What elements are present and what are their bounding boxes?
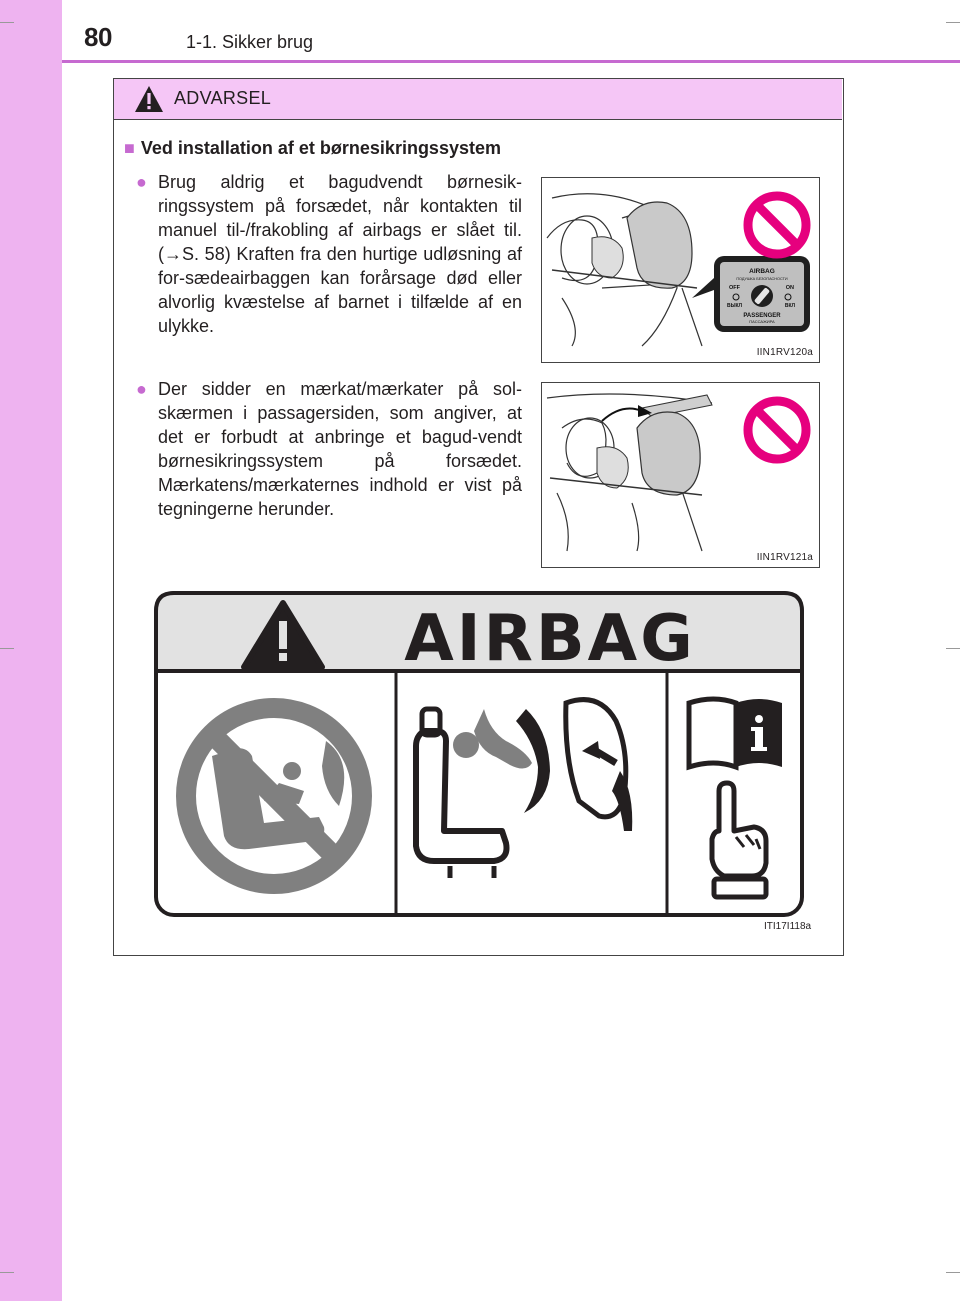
figure-code: IIN1RV121a <box>756 552 813 563</box>
crop-mark <box>0 648 14 649</box>
switch-off-ru-label: ВЫКЛ <box>727 303 743 309</box>
airbag-warning-label <box>154 591 806 919</box>
figure-passenger-airbag-switch <box>541 177 820 363</box>
switch-subtitle: ПОДУШКА БЕЗОПАСНОСТИ <box>736 277 788 281</box>
warning-subheading: ■ Ved installation af et børnesikringssystem <box>124 138 501 158</box>
bullet-item <box>136 170 522 338</box>
page-number: 80 <box>84 22 112 52</box>
crop-mark <box>0 1272 14 1273</box>
header-rule <box>62 60 960 63</box>
figure-code: ITI17I118a <box>764 921 812 932</box>
crop-mark <box>946 1272 960 1273</box>
prohibition-icon <box>742 395 812 465</box>
bullet-item <box>136 377 522 521</box>
warning-triangle-icon <box>134 85 164 113</box>
figure-sun-visor-label <box>541 382 820 568</box>
bullet-text: Der sidder en mærkat/mærkater på sol-skærmen i passagersiden, som angiver, at det er forbudt at anbringe et bagud-vendt børnesikringssystem på forsædet. Mærkatens/mærkaternes indhold er vist på tegningerne herunder. <box>158 379 522 519</box>
switch-passenger-ru-label: ПАССАЖИРА <box>749 319 775 324</box>
prohibition-icon <box>742 190 812 260</box>
warning-box <box>113 78 844 956</box>
section-title: 1-1. Sikker brug <box>186 32 314 52</box>
switch-off-label: OFF <box>729 285 740 291</box>
side-tab-band <box>0 0 62 1301</box>
crop-mark <box>0 22 14 23</box>
switch-on-ru-label: ВКЛ <box>784 303 795 309</box>
switch-on-label: ON <box>785 285 794 291</box>
warning-title: ADVARSEL <box>174 88 272 108</box>
warning-header <box>114 79 842 120</box>
figure-code: IIN1RV120a <box>756 347 813 358</box>
crop-mark <box>946 648 960 649</box>
crop-mark <box>946 22 960 23</box>
bullet-dot-icon: ● <box>136 379 147 399</box>
airbag-label-title: AIRBAG <box>404 602 696 676</box>
bullet-dot-icon: ● <box>136 172 147 192</box>
switch-passenger-label: PASSENGER <box>743 313 781 319</box>
switch-title: AIRBAG <box>749 268 775 275</box>
bullet-text: Brug aldrig et bagudvendt børnesik-ringssystem på forsædet, når kontakten til manuel til-/frakobling af airbags er slået til. (→S. 58) Kraften fra den hurtige udløsning af for-sædeairbaggen kan forårsage død eller alvorlig kvæstelse af barnet i tilfælde af en ulykke. <box>158 172 522 336</box>
